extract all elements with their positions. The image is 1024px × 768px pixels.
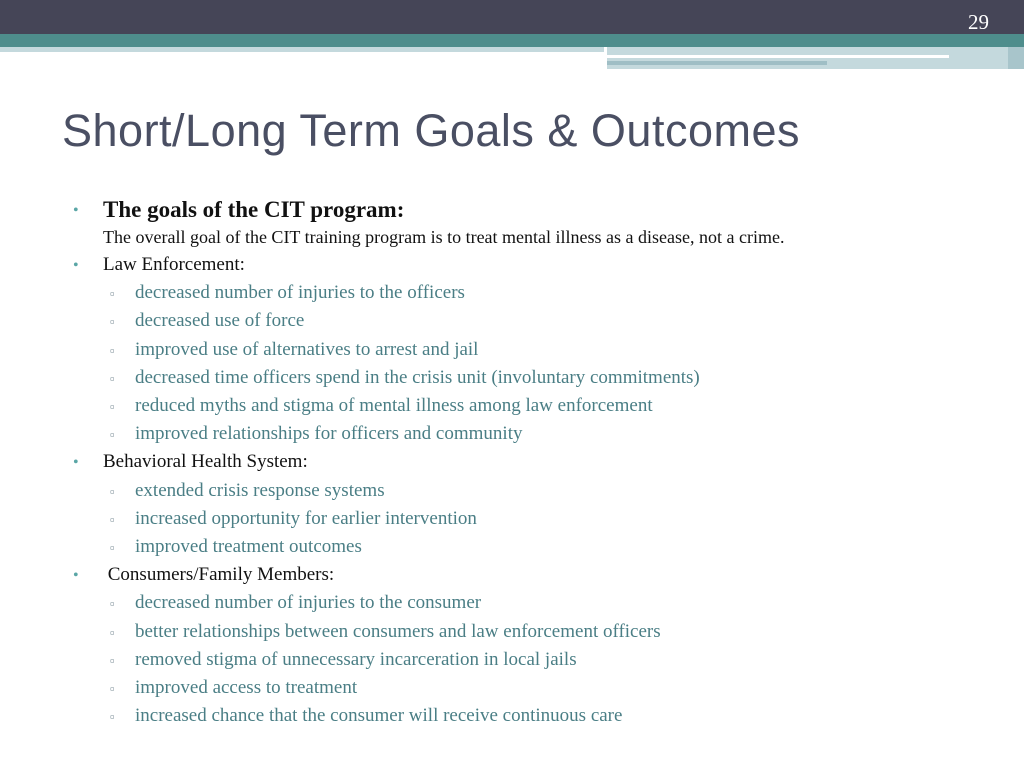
sub-bullet-icon: ▫ <box>110 370 115 386</box>
slide-title: Short/Long Term Goals & Outcomes <box>62 105 800 156</box>
sub-bullet-icon: ▫ <box>110 709 115 725</box>
sub-bullet-icon: ▫ <box>110 314 115 330</box>
section-label: Consumers/Family Members: <box>103 564 335 586</box>
sub-bullet-icon: ▫ <box>110 483 115 499</box>
intro-heading: The goals of the CIT program: <box>103 197 405 222</box>
sub-bullet-icon: ▫ <box>110 540 115 555</box>
list-item: decreased number of injuries to the consumer <box>135 592 482 614</box>
section-label: Law Enforcement: <box>103 254 245 275</box>
list-item: removed stigma of unnecessary incarceration in local jails <box>135 648 577 670</box>
list-item: decreased use of force <box>135 310 305 332</box>
sub-bullet-icon: ▫ <box>110 511 115 527</box>
section-label: Behavioral Health System: <box>103 451 308 473</box>
sub-bullet-icon: ▫ <box>110 427 115 443</box>
list-item: improved access to treatment <box>135 677 358 698</box>
list-item: decreased number of injuries to the officers <box>135 282 465 304</box>
list-item: improved relationships for officers and community <box>135 423 523 445</box>
sub-bullet-icon: ▫ <box>110 652 115 668</box>
sub-bullet-icon: ▫ <box>110 286 115 302</box>
bullet-icon: • <box>73 567 79 585</box>
bullet-icon: • <box>73 202 79 219</box>
sub-bullet-icon: ▫ <box>110 596 115 612</box>
list-item: extended crisis response systems <box>135 479 385 501</box>
list-item: reduced myths and stigma of mental illness among law enforcement <box>135 395 653 416</box>
list-item: increased chance that the consumer will receive continuous care <box>135 705 623 727</box>
list-item: better relationships between consumers and law enforcement officers <box>135 620 661 642</box>
sub-bullet-icon: ▫ <box>110 624 115 640</box>
list-item: improved treatment outcomes <box>135 536 362 557</box>
sub-bullet-icon: ▫ <box>110 399 115 414</box>
bullet-icon: • <box>73 454 79 472</box>
list-item: decreased time officers spend in the crisis unit (involuntary commitments) <box>135 366 700 388</box>
list-item: improved use of alternatives to arrest and jail <box>135 338 479 360</box>
list-item: increased opportunity for earlier intervention <box>135 507 477 529</box>
sub-bullet-icon: ▫ <box>110 681 115 696</box>
intro-text: The overall goal of the CIT training program is to treat mental illness as a disease, not a crime. <box>103 227 785 247</box>
bullet-icon: • <box>73 257 79 274</box>
slide-number: 29 <box>968 10 989 34</box>
sub-bullet-icon: ▫ <box>110 342 115 358</box>
